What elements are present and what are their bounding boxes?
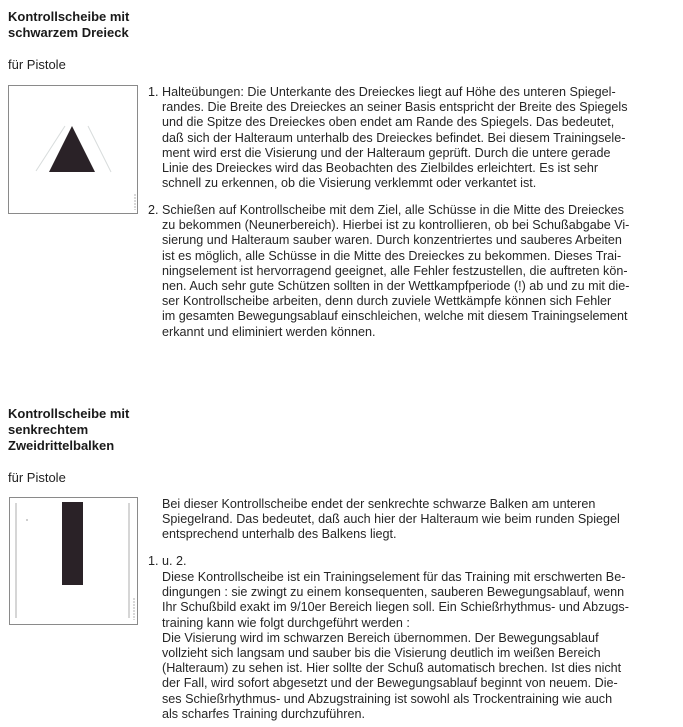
text-line: training kann wie folgt durchgeführt werden : [162,615,410,630]
section1-list-item-1 [148,85,678,191]
section1-subtitle: für Pistole [8,57,66,72]
text-line: ist es möglich, alle Schüsse in die Mitte des Dreieckes zu bekommen. Dieses Trai- [162,248,622,263]
text-line: ses Schießrhythmus- und Abzugstraining ist sowohl als Trockentraining wie auch [162,691,613,706]
text-line: dingungen : sie zwingt zu einem konsequenten, sauberen Bewegungsablauf, wenn [162,585,625,600]
section1-title-line: Kontrollscheibe mit [8,9,130,24]
text-line: schnell zu erkennen, ob die Visierung verklemmt oder verkantet ist. [162,176,537,191]
item-text [162,203,678,340]
text-line: randes. Die Breite des Dreieckes an seiner Basis entspricht der Breite des Spiegels [162,100,628,115]
section2-item-text [162,570,677,722]
text-line: als scharfes Training durchzuführen. [162,706,366,721]
section2-item-label: 1. u. 2. [148,554,187,568]
text-line: sierung und Halteraum sauber waren. Durch konzentriertes und sauberes Arbeiten [162,233,622,248]
text-line: und die Spitze des Dreieckes oben endet am Rande des Spiegels. Das bedeutet, [162,115,615,130]
text-line: nen. Auch sehr gute Schützen sollten in der Wettkampfperiode (!) ab und zu mit die- [162,279,630,294]
text-line: Diese Kontrollscheibe ist ein Trainingselement für das Training mit erschwerten Be- [162,570,626,584]
item-number: 1. [148,85,159,99]
section1-heading [8,9,129,41]
text-line: Bei dieser Kontrollscheibe endet der senkrechte schwarze Balken am unteren [162,497,596,511]
text-line: Ihr Schußbild exakt im 9/10er Bereich liegen soll. Ein Schießrhythmus- und Abzugs- [162,600,629,615]
text-line: vollzieht sich langsam und sauber bis die Visierung deutlich im weißen Bereich [162,646,601,661]
text-line: ningselement ist hervorragend geeignet, alle Fehler festzustellen, die auftreten kön- [162,263,628,278]
text-line: Halteübungen: Die Unterkante des Dreieckes liegt auf Höhe des unteren Spiegel- [162,85,616,99]
section2-intro-paragraph [162,497,677,543]
section2-heading [8,406,129,454]
text-line: erkannt und eliminiert werden können. [162,324,376,339]
text-line: daß sich der Halteraum unterhalb des Dreieckes befindet. Bei diesem Trainingsele- [162,130,626,145]
text-line: Die Visierung wird im schwarzen Bereich übernommen. Der Bewegungsablauf [162,630,599,645]
text-line: ment wird erst die Visierung und der Halteraum geprüft. Durch die untere gerade [162,145,611,160]
text-line: der Fall, wird sofort abgesetzt und der Bewegungsablauf beginnt von neuem. Die- [162,676,618,691]
text-line: zu bekommen (Neunerbereich). Hierbei ist zu kontrollieren, ob bei Schußabgabe Vi- [162,218,630,233]
bar-target-figure [9,497,138,625]
text-line: Schießen auf Kontrollscheibe mit dem Ziel, alle Schüsse in die Mitte des Dreieckes [162,203,624,217]
section2-title-line: Zweidrittelbalken [8,438,115,453]
section1-list-item-2 [148,203,678,340]
vertical-bar-target-icon [10,498,137,624]
text-line: entsprechend unterhalb des Balkens liegt. [162,527,397,542]
text-line: Linie des Dreieckes wird das Beobachten des Zielbildes erleichtert. Es ist sehr [162,161,599,176]
section2-title-line: Kontrollscheibe mit [8,406,130,421]
text-line: (Halteraum) zu sehen ist. Hier sollte der Schuß automatisch brechen. Ist dies nicht [162,661,622,676]
text-line: Spiegelrand. Das bedeutet, daß auch hier der Halteraum wie beim runden Spiegel [162,512,620,527]
text-line: ser Kontrollscheibe arbeiten, denn durch zuviele Wettkämpfe können sich Fehler [162,294,612,309]
item-text [162,85,678,191]
text-line: im gesamten Bewegungsablauf einschleichen, welche mit diesem Trainingselement [162,309,628,324]
section1-title-line: schwarzem Dreieck [8,25,129,40]
triangle-target-icon [9,86,137,213]
section2-title-line: senkrechtem [8,422,89,437]
section2-subtitle: für Pistole [8,470,66,485]
triangle-target-figure [8,85,138,214]
item-number: 2. [148,203,159,217]
